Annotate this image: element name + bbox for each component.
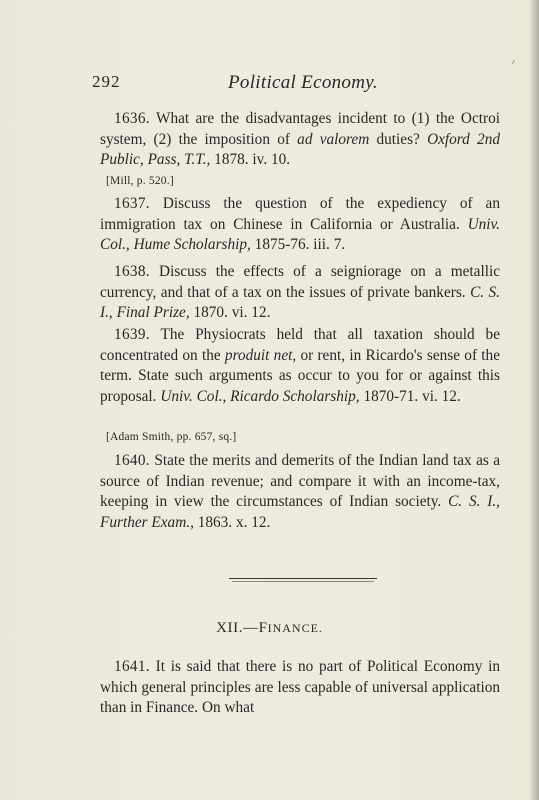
- running-head: Political Economy.: [228, 72, 378, 93]
- exam-source: Univ. Col., Ricardo Scholarship,: [160, 387, 360, 405]
- question-1637: [100, 194, 500, 256]
- question-number: 1637.: [114, 195, 150, 212]
- question-number: 1638.: [114, 263, 150, 280]
- question-number: 1641.: [114, 658, 150, 675]
- exam-year: 1870-71. vi. 12.: [359, 387, 461, 405]
- question-text: or rent, in Ricardo's sense of the term. State such arguments as occur to you for or against this proposal.: [100, 346, 500, 405]
- reference-1636: [Mill, p. 520.]: [106, 175, 174, 187]
- page-edge-shadow: [529, 0, 539, 800]
- question-text: What are the disadvantages incident to (1) the Octroi system, (2) the imposition of: [100, 110, 500, 148]
- section-divider-thin: [232, 581, 374, 582]
- exam-year: 1875-76. iii. 7.: [250, 236, 346, 254]
- exam-source: C. S. I., Final Prize,: [100, 283, 501, 322]
- exam-source: Univ. Col., Hume Scholarship,: [100, 215, 500, 254]
- question-text: duties?: [369, 130, 428, 148]
- section-title: INANCE.: [267, 621, 323, 635]
- question-number: 1639.: [114, 326, 150, 343]
- question-1640: [100, 451, 500, 533]
- question-1638: [100, 262, 500, 324]
- question-text: The Physiocrats held that all taxation should be concentrated on the: [100, 326, 500, 364]
- question-1641: [100, 657, 500, 719]
- question-italic: produit net,: [224, 346, 297, 364]
- reference-1639: [Adam Smith, pp. 657, sq.]: [106, 431, 237, 443]
- exam-year: 1878. iv. 10.: [210, 151, 291, 169]
- exam-source: C. S. I., Further Exam.,: [100, 493, 500, 531]
- question-text: State the merits and demerits of the Indian land tax as a source of Indian revenue; and compare it with an income-tax, keeping in view the circumstances of Indian society.: [100, 452, 500, 511]
- section-heading: [0, 620, 539, 637]
- exam-year: 1863. x. 12.: [193, 513, 271, 531]
- question-1639: [100, 325, 500, 407]
- question-text: It is said that there is no part of Political Economy in which general principles are less capable of universal application than in Finance. On what: [100, 658, 500, 717]
- question-text: Discuss the question of the expediency of an immigration tax on Chinese in California or Australia.: [100, 195, 500, 233]
- section-numeral: XII.—F: [216, 620, 268, 636]
- question-1636: [100, 109, 500, 171]
- question-italic: ad valorem: [297, 130, 370, 148]
- paper-mark: [512, 60, 515, 64]
- section-divider: [229, 578, 377, 579]
- question-number: 1640.: [114, 452, 150, 469]
- page-header: [92, 72, 492, 96]
- exam-source: Oxford 2nd Public, Pass, T.T.,: [100, 130, 501, 169]
- question-number: 1636.: [114, 110, 150, 127]
- exam-year: 1870. vi. 12.: [189, 304, 271, 322]
- page-number: 292: [92, 72, 121, 91]
- question-text: Discuss the effects of a seigniorage on a metallic currency, and that of a tax on the issues of private bankers.: [100, 263, 500, 301]
